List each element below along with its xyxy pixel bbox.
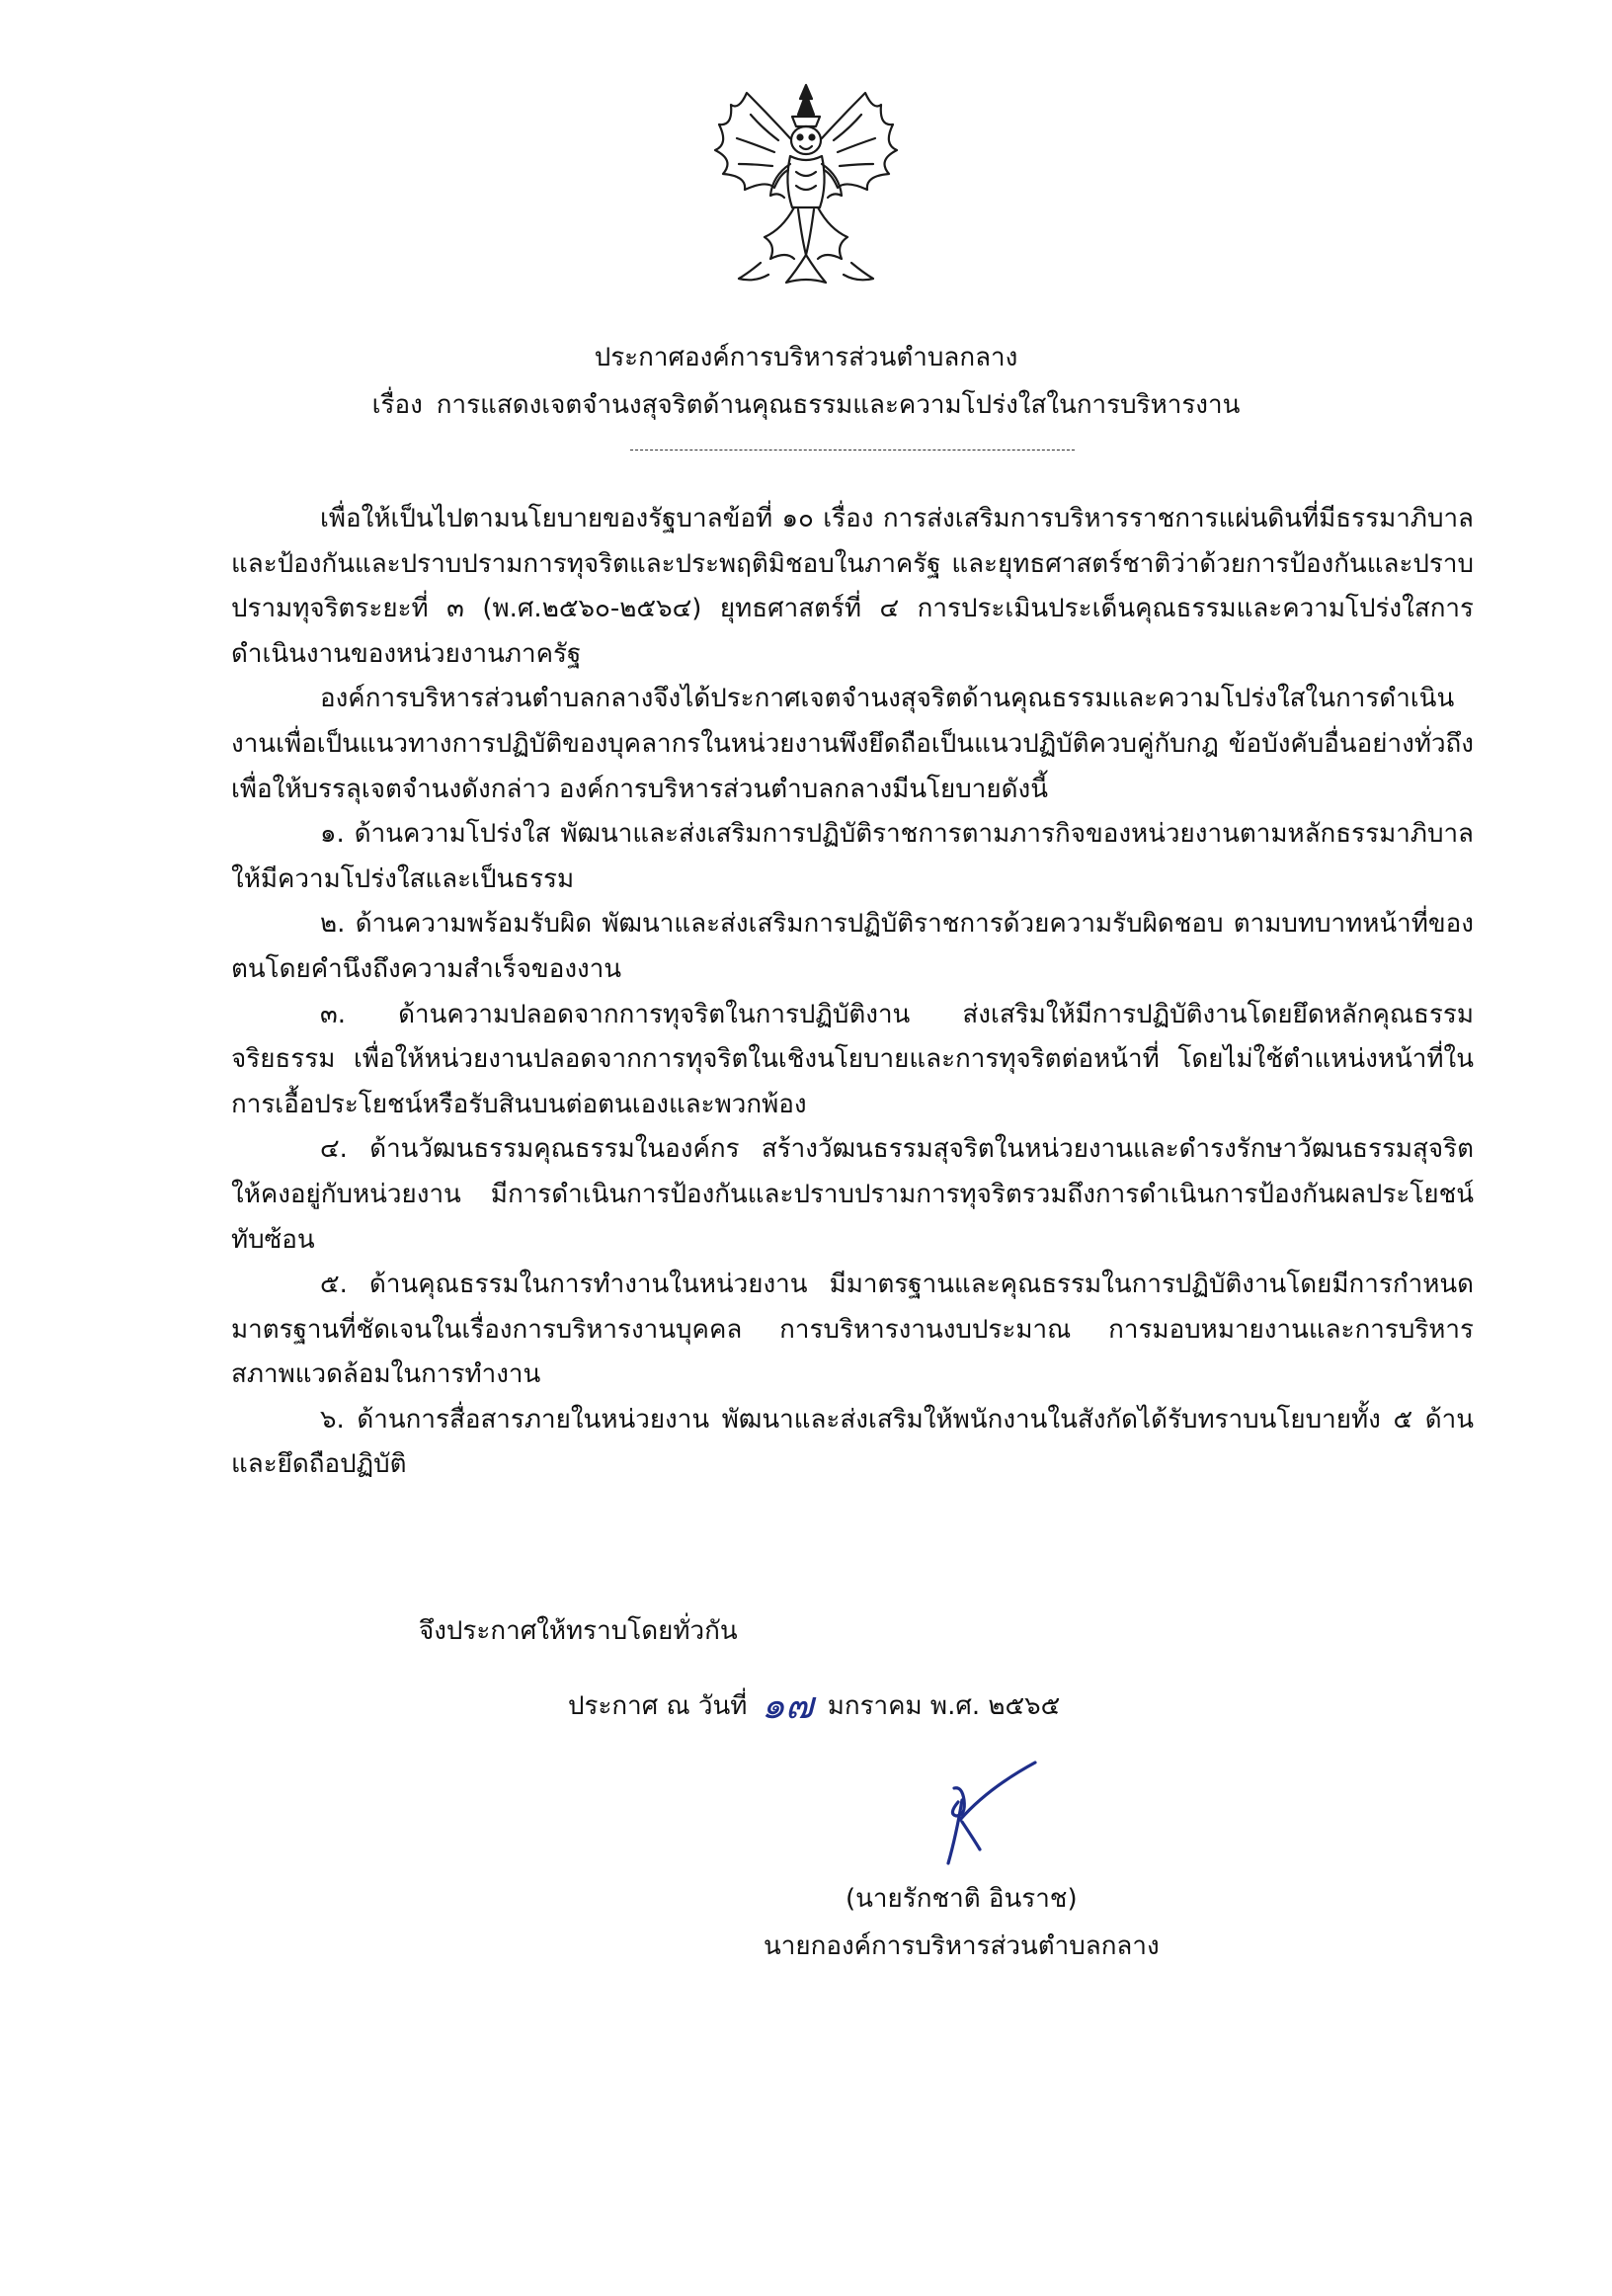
- signer-name: (นายรักชาติ อินราช): [846, 1884, 1078, 1914]
- date-day-handwritten: ๑๗: [761, 1683, 814, 1727]
- announcement-body: [231, 497, 1474, 1488]
- policy-item-2: ๒. ด้านความพร้อมรับผิด พัฒนาและส่งเสริมการปฏิบัติราชการด้วยความรับผิดชอบ ตามบทบาทหน้าที่ของตนโดยคำนึงถึงความสำเร็จของงาน: [231, 909, 1474, 984]
- handwritten-signature-icon: [919, 1741, 1057, 1879]
- garuda-emblem-icon: [709, 81, 903, 290]
- paragraph-intro: เพื่อให้เป็นไปตามนโยบายของรัฐบาลข้อที่ ๑๐ เรื่อง การส่งเสริมการบริหารราชการแผ่นดินที่มีธรรมาภิบาลและป้องกันและปราบปรามการทุจริตและประพฤติมิชอบในภาครัฐ และยุทธศาสตร์ชาติว่าด้วยการป้องกันและปราบปรามทุจริตระยะที่ ๓ (พ.ศ.๒๕๖๐-๒๕๖๔) ยุทธศาสตร์ที่ ๔ การประเมินประเด็นคุณธรรมและความโปร่งใสการดำเนินงานของหน่วยงานภาครัฐ: [231, 504, 1474, 669]
- policy-item-1: ๑. ด้านความโปร่งใส พัฒนาและส่งเสริมการปฏิบัติราชการตามภารกิจของหน่วยงานตามหลักธรรมาภิบาลให้มีความโปร่งใสและเป็นธรรม: [231, 819, 1474, 894]
- policy-item-5: ๕. ด้านคุณธรรมในการทำงานในหน่วยงาน มีมาตรฐานและคุณธรรมในการปฏิบัติงานโดยมีการกำหนดมาตรฐานที่ชัดเจนในเรื่องการบริหารงานบุคคล การบริหารงานงบประมาณ การมอบหมายงานและการบริหารสภาพแวดล้อมในการทำงาน: [231, 1270, 1474, 1390]
- announcement-header: [0, 334, 1612, 429]
- announcement-title: ประกาศองค์การบริหารส่วนตำบลกลาง: [594, 343, 1018, 372]
- subject-label: เรื่อง: [371, 390, 423, 420]
- policy-item-3: ๓. ด้านความปลอดจากการทุจริตในการปฏิบัติงาน ส่งเสริมให้มีการปฏิบัติงานโดยยึดหลักคุณธรรมจริยธรรม เพื่อให้หน่วยงานปลอดจากการทุจริตในเชิงนโยบายและการทุจริตต่อหน้าที่ โดยไม่ใช้ตำแหน่งหน้าที่ในการเอื้อประโยชน์หรือรับสินบนต่อตนเองและพวกพ้อง: [231, 999, 1474, 1119]
- date-month-year: มกราคม พ.ศ. ๒๕๖๕: [827, 1691, 1061, 1721]
- signer-position: นายกองค์การบริหารส่วนตำบลกลาง: [764, 1931, 1160, 1961]
- header-divider: [630, 450, 1075, 451]
- paragraph-policy-statement: องค์การบริหารส่วนตำบลกลางจึงได้ประกาศเจตจำนงสุจริตด้านคุณธรรมและความโปร่งใสในการดำเนินงานเพื่อเป็นแนวทางการปฏิบัติของบุคลากรในหน่วยงานพึงยึดถือเป็นแนวปฏิบัติควบคู่กับกฎ ข้อบังคับอื่นอย่างทั่วถึงเพื่อให้บรรลุเจตจำนงดังกล่าว องค์การบริหารส่วนตำบลกลางมีนโยบายดังนี้: [231, 684, 1474, 804]
- closing-statement: จึงประกาศให้ทราบโดยทั่วกัน: [419, 1616, 738, 1646]
- announcement-subject: [0, 381, 1612, 429]
- subject-text: การแสดงเจตจำนงสุจริตด้านคุณธรรมและความโปร่งใสในการบริหารงาน: [436, 390, 1241, 420]
- date-prefix: ประกาศ ณ วันที่: [568, 1691, 748, 1721]
- policy-item-4: ๔. ด้านวัฒนธรรมคุณธรรมในองค์กร สร้างวัฒนธรรมสุจริตในหน่วยงานและดำรงรักษาวัฒนธรรมสุจริตให้คงอยู่กับหน่วยงาน มีการดำเนินการป้องกันและปราบปรามการทุจริตรวมถึงการดำเนินการป้องกันผลประโยชน์ทับซ้อน: [231, 1134, 1474, 1255]
- announcement-date: [568, 1681, 1060, 1730]
- policy-item-6: ๖. ด้านการสื่อสารภายในหน่วยงาน พัฒนาและส่งเสริมให้พนักงานในสังกัดได้รับทราบนโยบายทั้ง ๕ ด้านและยึดถือปฏิบัติ: [231, 1404, 1474, 1480]
